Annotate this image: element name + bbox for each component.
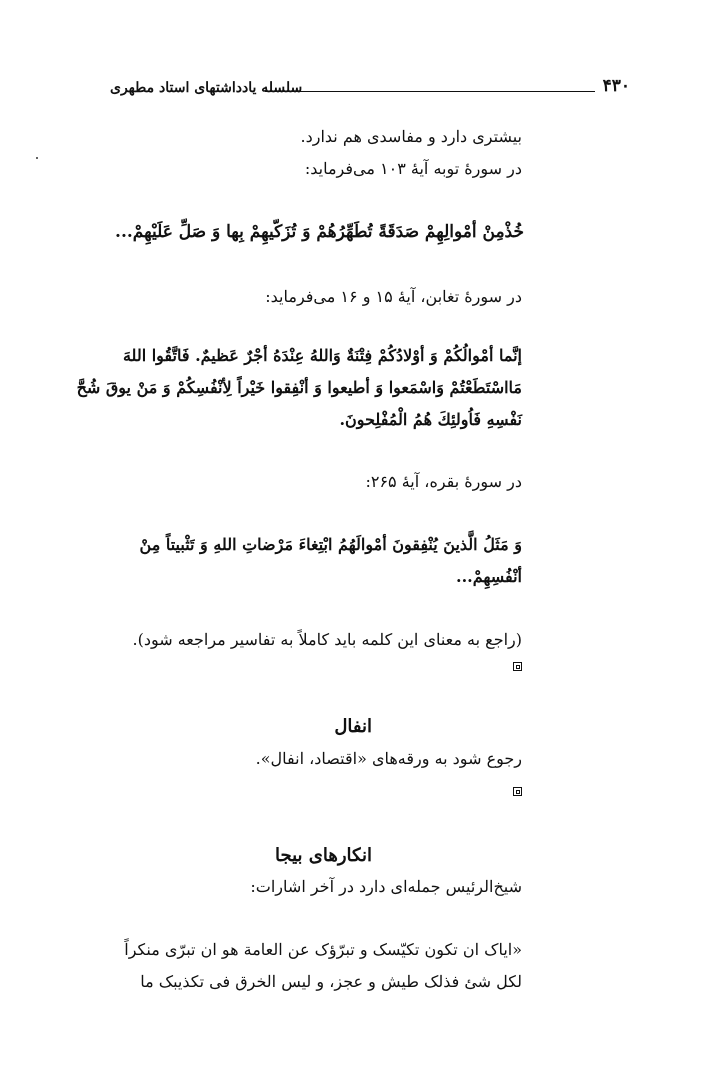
running-header xyxy=(55,78,630,102)
inkar-intro: شیخ‌الرئیس جمله‌ای دارد در آخر اشارات: xyxy=(250,877,522,896)
section-separator-icon xyxy=(513,787,522,796)
quote-line-1: «ایاک ان تکون تکیّسک و تبرّؤک عن العامة هو ان تبرّی منکراً xyxy=(124,940,522,959)
stray-dot xyxy=(36,157,38,159)
header-rule xyxy=(265,91,595,92)
intro-line-2: در سورهٔ توبه آیهٔ ۱۰۳ می‌فرماید: xyxy=(304,159,522,178)
series-title: سلسله یادداشتهای استاد مطهری xyxy=(110,80,303,96)
page-number: ۴۳۰ xyxy=(602,76,630,96)
verse-baqara-line-2: أنْفُسِهِمْ... xyxy=(456,567,522,586)
heading-inkar: انکارهای بیجا xyxy=(274,845,372,866)
section-separator-icon xyxy=(513,662,522,671)
intro-line-1: بیشتری دارد و مفاسدی هم ندارد. xyxy=(300,127,522,146)
note-line: (راجع به معنای این کلمه باید کاملاً به تفاسیر مراجعه شود). xyxy=(132,630,522,649)
intro-baqara: در سورهٔ بقره، آیهٔ ۲۶۵: xyxy=(365,472,522,491)
quote-line-2: لکل شئ فذلک طیش و عجز، و لیس الخرق فی تکذیبک ما xyxy=(140,972,522,991)
verse-taghabun-line-3: نَفْسِهِ فَاُولئِكَ هُمُ الْمُفْلِحونَ. xyxy=(339,410,522,429)
anfal-reference: رجوع شود به ورقه‌های «اقتصاد، انفال». xyxy=(255,749,522,768)
heading-anfal: انفال xyxy=(334,716,372,737)
verse-taghabun-line-1: إنَّما أمْوالُكُمْ وَ أوْلادُكُمْ فِتْنَةٌ وَاللهُ عِنْدَهُ أجْرٌ عَظيمٌ. فَاتَّقُوا اللهَ xyxy=(122,346,522,365)
verse-taghabun-line-2: مَااسْتَطَعْتُمْ وَاسْمَعوا وَ أطيعوا وَ أنْفِقوا خَيْراً لِأنْفُسِكُمْ وَ مَنْ يوقَ شُحَّ xyxy=(76,378,522,397)
verse-tawba: خُذْمِنْ أمْوالِهِمْ صَدَقَةً تُطَهِّرُهُمْ وَ تُزَكّيهِمْ بِها وَ صَلِّ عَلَيْهِمْ... xyxy=(115,222,524,242)
intro-taghabun: در سورهٔ تغابن، آیهٔ ۱۵ و ۱۶ می‌فرماید: xyxy=(265,287,522,306)
verse-baqara-line-1: وَ مَثَلُ الَّذينَ يُنْفِقونَ أمْوالَهُمُ ابْتِغاءَ مَرْضاتِ اللهِ وَ تَثْبيتاً مِنْ xyxy=(139,535,522,554)
